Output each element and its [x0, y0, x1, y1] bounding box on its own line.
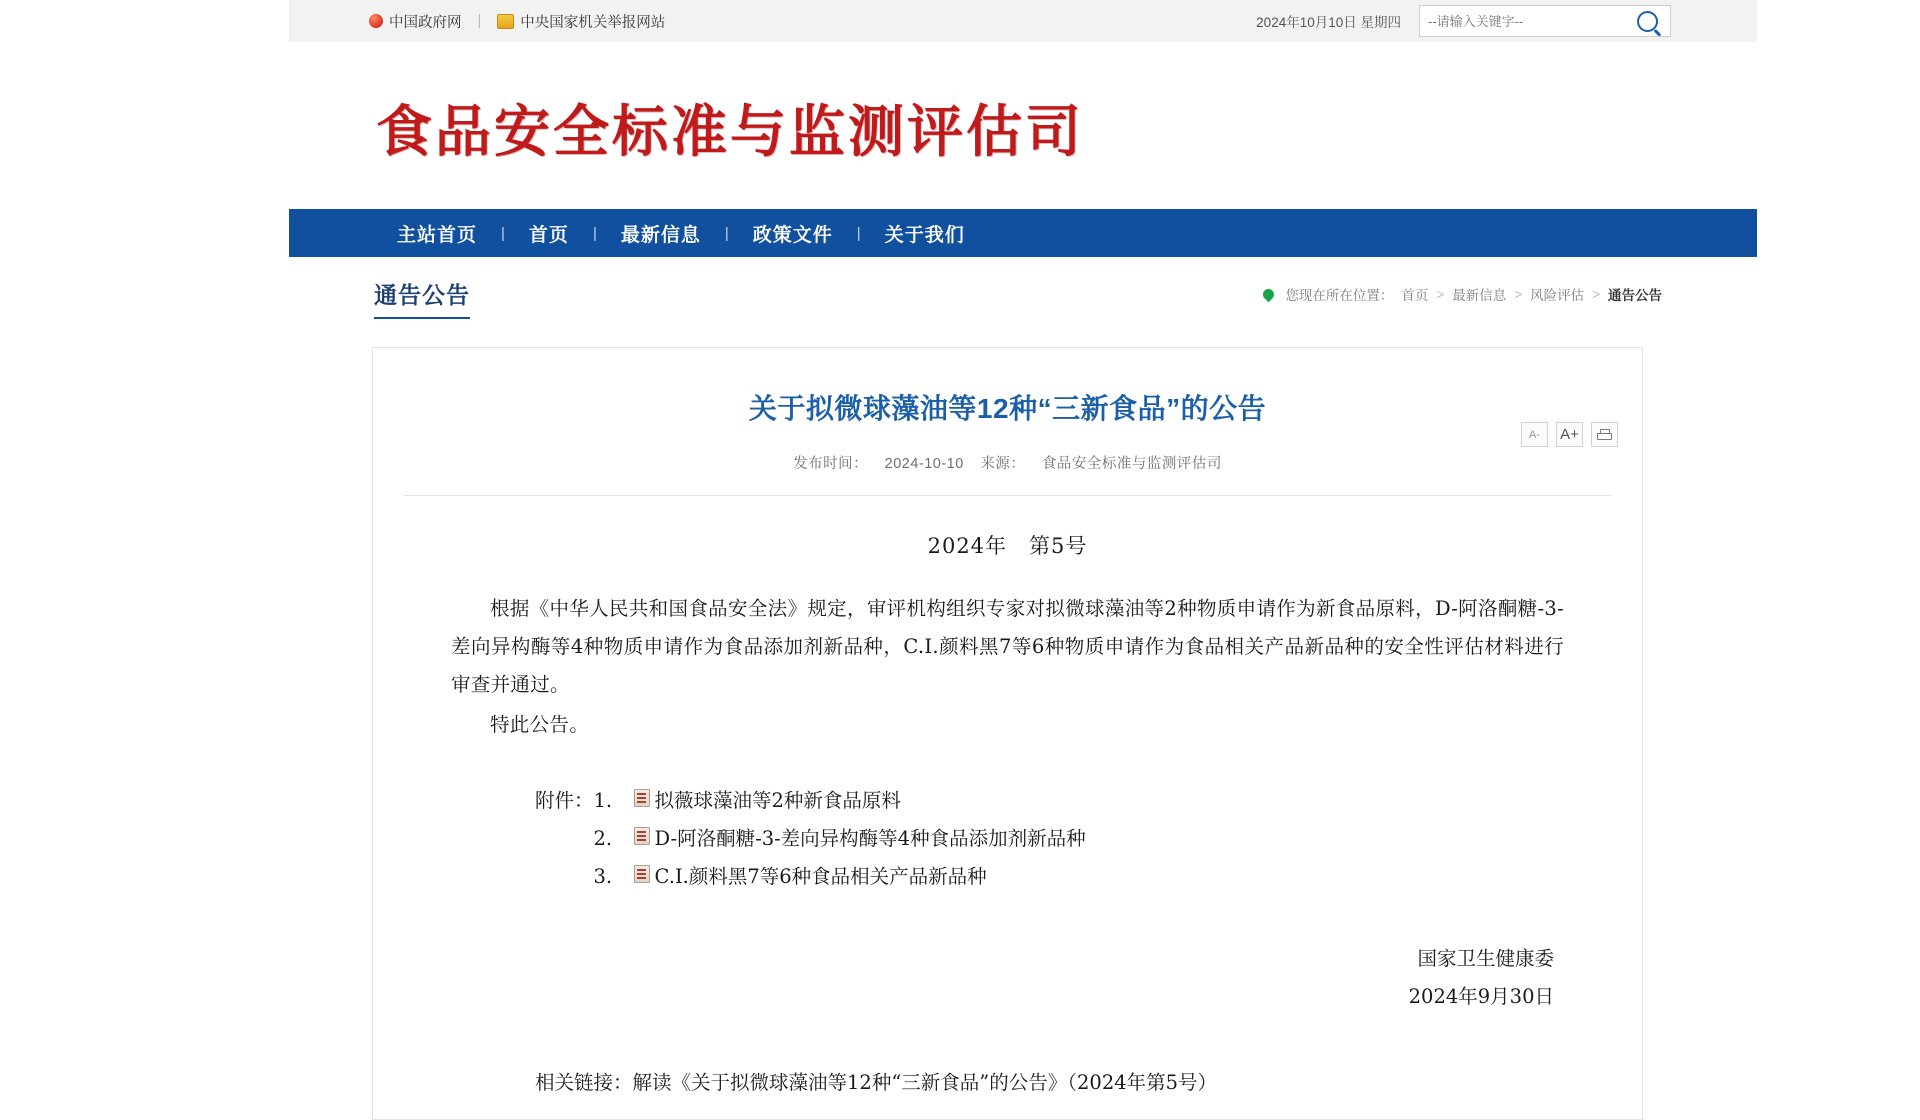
- related-link-row: [451, 1064, 1564, 1101]
- article-paragraph-1: 根据《中华人民共和国食品安全法》规定，审评机构组织专家对拟微球藻油等2种物质申请作为新食品原料，D-阿洛酮糖-3-差向异构酶等4种物质申请作为食品添加剂新品种，C.I.颜料黑7等6种物质申请作为食品相关产品新品种的安全性评估材料进行审查并通过。: [451, 597, 1564, 697]
- attachment-list: [451, 782, 1564, 896]
- font-increase-button[interactable]: A+: [1556, 422, 1583, 447]
- article-card: [372, 347, 1643, 1120]
- search-box[interactable]: [1419, 5, 1671, 37]
- nav-divider: |: [724, 224, 729, 242]
- breadcrumb-separator: >: [1436, 286, 1445, 302]
- nav-divider: |: [856, 224, 861, 242]
- article-title: 关于拟微球藻油等12种“三新食品”的公告: [748, 393, 1267, 424]
- attachment-row: [535, 858, 1564, 896]
- search-input[interactable]: [1420, 7, 1624, 35]
- site-title: 食品安全标准与监测评估司: [376, 100, 1084, 165]
- attachment-link-2[interactable]: D-阿洛酮糖-3-差向异构酶等4种食品添加剂新品种: [654, 827, 1086, 851]
- page-title: 通告公告: [374, 277, 470, 319]
- source-label: 来源：: [980, 456, 1026, 473]
- attachment-number: 2.: [593, 827, 613, 851]
- print-button[interactable]: [1591, 422, 1618, 447]
- attachment-row: [535, 820, 1564, 858]
- breadcrumb-item-latest-info[interactable]: 最新信息: [1452, 288, 1507, 303]
- document-file-icon: [634, 789, 650, 807]
- related-link[interactable]: 解读《关于拟微球藻油等12种“三新食品”的公告》（2024年第5号）: [632, 1071, 1218, 1095]
- current-date: 2024年10月10日 星期四: [1256, 15, 1401, 30]
- article-body: [451, 530, 1564, 1101]
- breadcrumb-separator: >: [1514, 286, 1523, 302]
- breadcrumb-item-risk-assessment[interactable]: 风险评估: [1530, 288, 1585, 303]
- location-pin-icon: [1261, 286, 1277, 302]
- breadcrumb-separator: >: [1592, 286, 1600, 302]
- nav-item-home[interactable]: 首页: [528, 224, 569, 246]
- article-paragraph-2: 特此公告。: [490, 713, 590, 737]
- breadcrumb-item-home[interactable]: 首页: [1401, 288, 1429, 303]
- signature-block: [451, 940, 1564, 1016]
- top-right-group: [1256, 5, 1757, 37]
- flag-icon: [497, 14, 514, 29]
- attachment-number: 1.: [593, 789, 613, 813]
- nav-item-main-home[interactable]: 主站首页: [397, 224, 478, 246]
- nav-item-latest-info[interactable]: 最新信息: [620, 224, 701, 246]
- top-utility-bar: [289, 0, 1757, 43]
- document-number: 2024年 第5号: [927, 534, 1088, 559]
- link-china-gov-label: 中国政府网: [389, 14, 462, 31]
- top-links-separator: |: [477, 13, 482, 29]
- link-china-gov[interactable]: [369, 11, 462, 32]
- page-gutter-right: [1757, 0, 1920, 1120]
- top-links: [289, 11, 665, 32]
- printer-icon: [1597, 429, 1612, 441]
- nav-divider: |: [592, 224, 597, 242]
- nav-item-policy-docs[interactable]: 政策文件: [752, 224, 833, 246]
- signature-date: 2024年9月30日: [1408, 985, 1554, 1009]
- breadcrumb-row: [289, 277, 1757, 317]
- publish-time-value: 2024-10-10: [884, 456, 964, 473]
- related-link-label: 相关链接：: [535, 1071, 633, 1095]
- publish-time-label: 发布时间：: [793, 456, 869, 473]
- search-button[interactable]: [1624, 7, 1670, 35]
- page-gutter-left: [0, 0, 289, 1120]
- article-tools: [1521, 422, 1618, 447]
- masthead: [289, 42, 1757, 205]
- source-value: 食品安全标准与监测评估司: [1041, 456, 1222, 473]
- article-divider: [403, 495, 1612, 496]
- breadcrumb-item-current: 通告公告: [1608, 288, 1662, 303]
- nav-item-about-us[interactable]: 关于我们: [884, 224, 965, 246]
- link-report-site-label: 中央国家机关举报网站: [520, 14, 666, 31]
- attachment-number: 3.: [593, 865, 613, 889]
- font-decrease-button[interactable]: A-: [1521, 422, 1548, 447]
- article-meta: [373, 452, 1642, 473]
- main-nav: [289, 209, 1757, 257]
- attachment-row: [535, 782, 1564, 820]
- attachment-link-3[interactable]: C.I.颜料黑7等6种食品相关产品新品种: [654, 865, 987, 889]
- signature-org: 国家卫生健康委: [1417, 947, 1554, 971]
- breadcrumb-prefix: 您现在所在位置：: [1285, 288, 1394, 303]
- document-file-icon: [634, 865, 650, 883]
- attachment-link-1[interactable]: 拟薇球藻油等2种新食品原料: [654, 789, 901, 813]
- breadcrumb: [1263, 284, 1662, 304]
- gov-seal-icon: [369, 14, 383, 28]
- document-file-icon: [634, 827, 650, 845]
- link-report-site[interactable]: [497, 11, 665, 32]
- nav-divider: |: [501, 224, 505, 242]
- attachment-label: 附件：: [535, 789, 594, 813]
- search-icon: [1637, 11, 1658, 32]
